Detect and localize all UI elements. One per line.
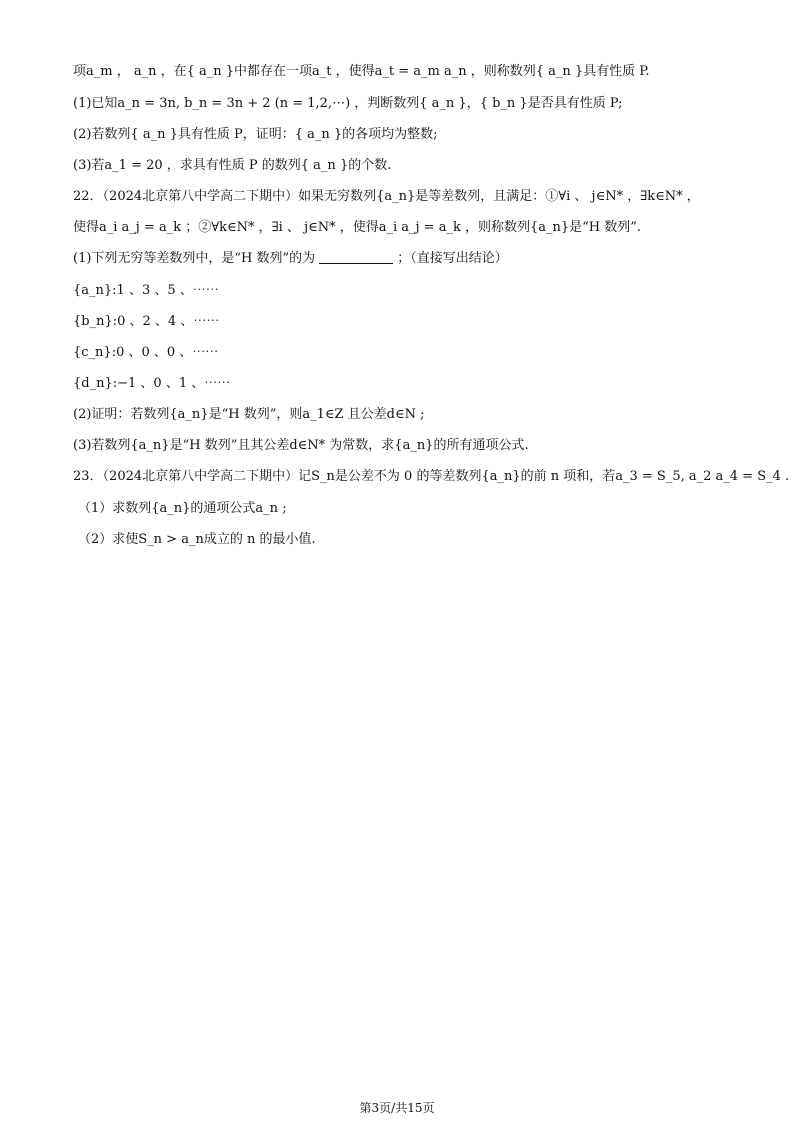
page-footer: 第3页/共15页 <box>359 1101 435 1115</box>
q23-part-2: （2）求使S_n > a_n成立的 n 的最小值. <box>78 532 316 547</box>
q23-stem: 23．（2024北京第八中学高二下期中）记S_n是公差不为 0 的等差数列{a_n}的前 n 项和，若a_3 = S_5, a_2 a_4 = S_4 . <box>73 469 790 484</box>
q21-intro-tail: 项a_m ， a_n ，在{ a_n }中都存在一项a_t ，使得a_t = a_m a_n ，则称数列{ a_n }具有性质 P. <box>73 64 650 79</box>
q21-part-3: (3)若a_1 = 20 ，求具有性质 P 的数列{ a_n }的个数. <box>73 158 392 173</box>
q22-part-1-text: (1)下列无穷等差数列中，是“H 数列”的为 <box>73 251 316 266</box>
q22-sequence-d: {d_n}:−1 、0 、1 、⋯⋯ <box>73 376 231 391</box>
q21-part-1: (1)已知a_n = 3n, b_n = 3n + 2 (n = 1,2,⋯) ，判断数列{ a_n }，{ b_n }是否具有性质 P; <box>73 96 623 111</box>
q21-part-2: (2)若数列{ a_n }具有性质 P，证明：{ a_n }的各项均为整数; <box>73 127 438 142</box>
q22-stem-line-1: 22．（2024北京第八中学高二下期中）如果无穷数列{a_n}是等差数列，且满足：①∀i 、 j∈N* ，∃k∈N* ， <box>73 189 700 204</box>
q22-part-3: (3)若数列{a_n}是“H 数列”且其公差d∈N* 为常数，求{a_n}的所有通项公式. <box>73 438 529 453</box>
q22-stem-line-2: 使得a_i a_j = a_k ；②∀k∈N* ，∃i 、 j∈N* ，使得a_i a_j = a_k ，则称数列{a_n}是“H 数列”. <box>73 220 642 235</box>
answer-blank[interactable] <box>319 249 393 264</box>
q22-part-1 <box>73 249 734 269</box>
q22-sequence-a: {a_n}:1 、3 、5 、⋯⋯ <box>73 283 219 298</box>
q22-sequence-c: {c_n}:0 、0 、0 、⋯⋯ <box>73 345 219 360</box>
q22-part-1-hint: ；（直接写出结论） <box>397 251 508 266</box>
q22-part-2: (2)证明：若数列{a_n}是“H 数列”，则a_1∈Z 且公差d∈N ; <box>73 407 425 422</box>
q23-part-1: （1）求数列{a_n}的通项公式a_n ; <box>78 501 287 516</box>
q22-sequence-b: {b_n}:0 、2 、4 、⋯⋯ <box>73 314 220 329</box>
